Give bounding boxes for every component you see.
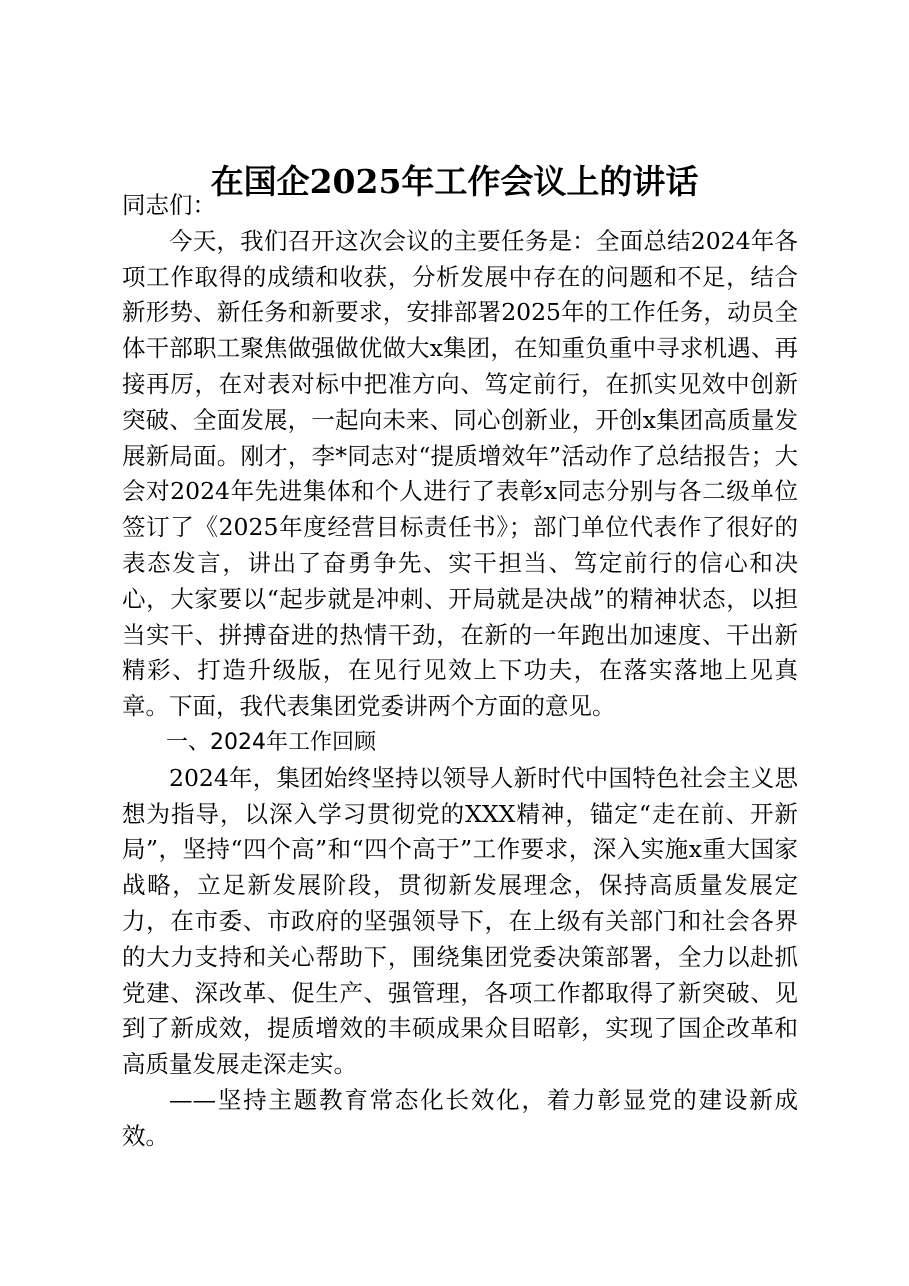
document-body [122,188,798,1155]
intro-paragraph: 今天，我们召开这次会议的主要任务是：全面总结2024年各项工作取得的成绩和收获，分析发展中存在的问题和不足，结合新形势、新任务和新要求，安排部署2025年的工作任务，动员全体干部职工聚焦做强做优做大x集团，在知重负重中寻求机遇、再接再厉，在对表对标中把准方向、笃定前行，在抓实见效中创新突破、全面发展，一起向未来、同心创新业，开创x集团高质量发展新局面。刚才，李*同志对“提质增效年”活动作了总结报告；大会对2024年先进集体和个人进行了表彰x同志分别与各二级单位签订了《2025年度经营目标责任书》；部门单位代表作了很好的表态发言，讲出了奋勇争先、实干担当、笃定前行的信心和决心，大家要以“起步就是冲刺、开局就是决战”的精神状态，以担当实干、拼搏奋进的热情干劲，在新的一年跑出加速度、干出新精彩、打造升级版，在见行见效上下功夫，在落实落地上见真章。下面，我代表集团党委讲两个方面的意见。 [122,226,798,721]
section-subheading: ——坚持主题教育常态化长效化，着力彰显党的建设新成效。 [122,1085,798,1150]
document-title: 在国企2025年工作会议上的讲话 [210,162,699,201]
section-paragraph: 2024年，集团始终坚持以领导人新时代中国特色社会主义思想为指导，以深入学习贯彻党的XXX精神，锚定“走在前、开新局”，坚持“四个高”和“四个高于”工作要求，深入实施x重大国家战略，立足新发展阶段，贯彻新发展理念，保持高质量发展定力，在市委、市政府的坚强领导下，在上级有关部门和社会各界的大力支持和关心帮助下，围绕集团党委决策部署，全力以赴抓党建、深改革、促生产、强管理，各项工作都取得了新突破、见到了新成效，提质增效的丰硕成果众目昭彰，实现了国企改革和高质量发展走深走实。 [122,763,798,1079]
greeting: 同志们： [122,191,216,219]
section-heading: 一、2024年工作回顾 [166,729,376,755]
